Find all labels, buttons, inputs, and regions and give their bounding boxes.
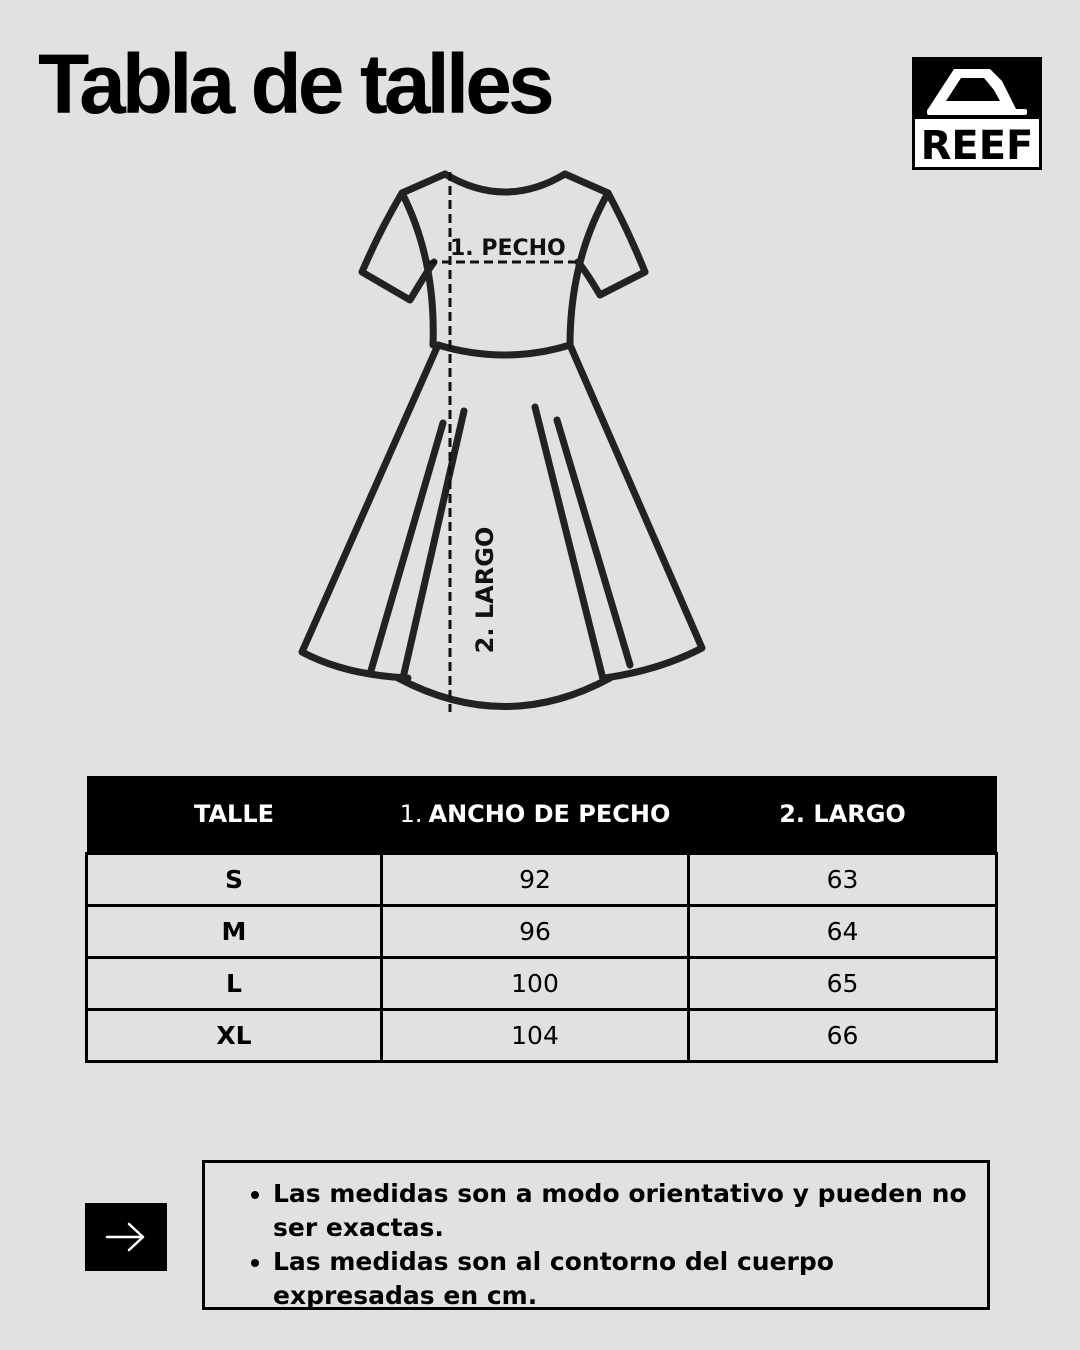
cell-chest: 96 xyxy=(382,906,689,958)
table-row xyxy=(87,906,997,958)
reef-logo xyxy=(912,57,1042,170)
size-table xyxy=(85,776,998,1063)
dress-diagram xyxy=(290,160,720,720)
notes-list xyxy=(205,1163,987,1313)
notes-box xyxy=(202,1160,990,1310)
chest-label: 1. PECHO xyxy=(450,236,566,261)
page-title: Tabla de talles xyxy=(38,37,551,131)
table-row xyxy=(87,854,997,906)
cell-length: 63 xyxy=(689,854,997,906)
note-item: • Las medidas son al contorno del cuerpo expresadas en cm. xyxy=(273,1245,967,1313)
table-header-row xyxy=(87,776,997,854)
cell-size: S xyxy=(87,854,382,906)
cell-size: XL xyxy=(87,1010,382,1062)
header-length: 2. LARGO xyxy=(689,776,997,854)
logo-text: REEF xyxy=(920,123,1034,169)
cell-size: L xyxy=(87,958,382,1010)
cell-length: 64 xyxy=(689,906,997,958)
reef-logo-graphic xyxy=(912,57,1042,170)
header-chest-width: 1. ANCHO DE PECHO xyxy=(382,776,689,854)
arrow-right-icon xyxy=(105,1221,147,1253)
table-row xyxy=(87,1010,997,1062)
cell-size: M xyxy=(87,906,382,958)
dress-outline xyxy=(290,160,720,720)
cell-chest: 100 xyxy=(382,958,689,1010)
cell-length: 65 xyxy=(689,958,997,1010)
cell-chest: 92 xyxy=(382,854,689,906)
header-size: TALLE xyxy=(87,776,382,854)
cell-length: 66 xyxy=(689,1010,997,1062)
table-row xyxy=(87,958,997,1010)
note-item: • Las medidas son a modo orientativo y pueden no ser exactas. xyxy=(273,1177,967,1245)
next-arrow-button[interactable] xyxy=(85,1203,167,1271)
length-label: 2. LARGO xyxy=(471,526,499,654)
cell-chest: 104 xyxy=(382,1010,689,1062)
